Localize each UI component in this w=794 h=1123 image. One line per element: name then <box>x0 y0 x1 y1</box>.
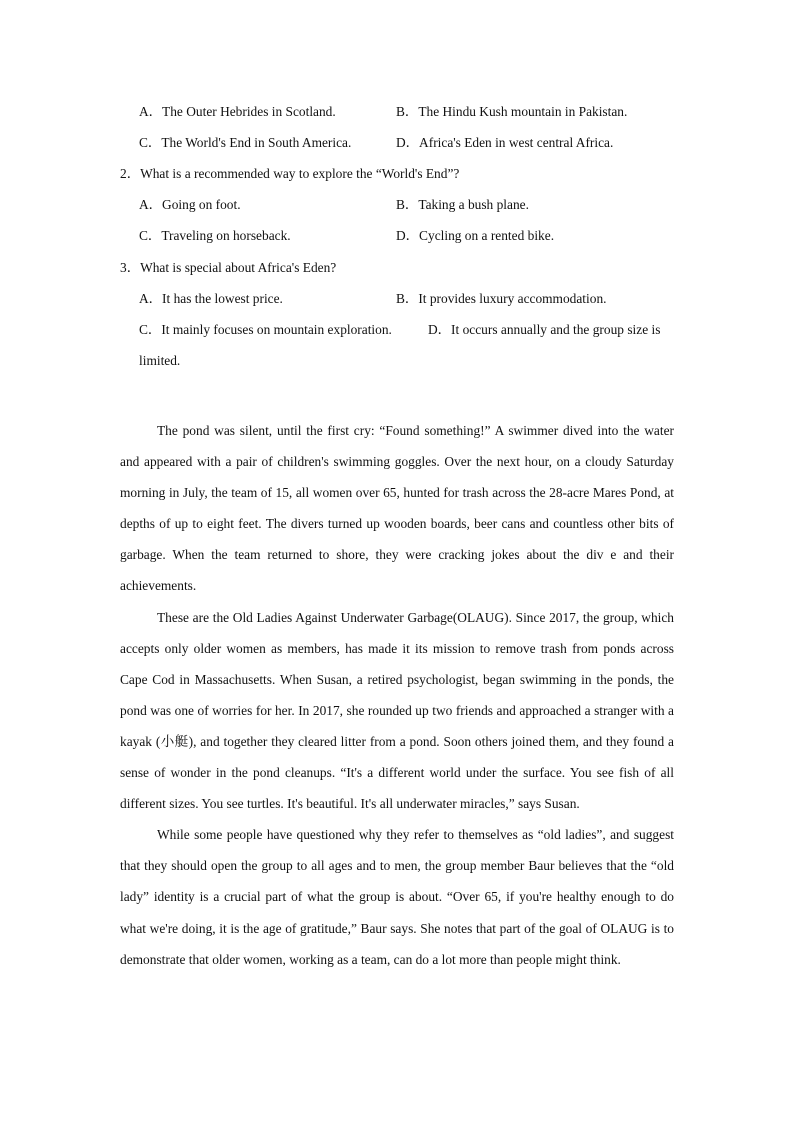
q3-stem: 3．What is special about Africa's Eden? <box>120 260 337 275</box>
q1-option-c: C．The World's End in South America. <box>139 135 352 150</box>
passage-paragraph-2: These are the Old Ladies Against Underwater Garbage(OLAUG). Since 2017, the group, which accepts only older women as members, has made it its mission to remove trash from ponds across Cape Cod in Massachusetts. When Susan, a retired psychologist, began swimming in the ponds, the pond was one of worries for her. In 2017, she rounded up two friends and approached a stranger with a kayak (小艇), and together they cleared litter from a pond. Soon others joined them, and they found a sense of wonder in the pond cleanups. “It's a different world under the surface. You see fish of all different sizes. You see turtles. It's beautiful. It's all underwater miracles,” says Susan. <box>120 609 674 812</box>
q2-option-c: C．Traveling on horseback. <box>139 228 291 243</box>
q2-stem: 2．What is a recommended way to explore the “World's End”? <box>120 166 460 181</box>
q3-option-b: B．It provides luxury accommodation. <box>396 291 607 306</box>
passage-paragraph-1: The pond was silent, until the first cry: “Found something!” A swimmer dived into the water and appeared with a pair of children's swimming goggles. Over the next hour, on a cloudy Saturday morning in July, the team of 15, all women over 65, hunted for trash across the 28-acre Mares Pond, at depths of up to eight feet. The divers turned up wooden boards, beer cans and countless other bits of garbage. When the team returned to shore, they were cracking jokes about the div e and their achievements. <box>120 423 674 594</box>
q3-option-a: A．It has the lowest price. <box>139 291 283 306</box>
q2-option-a: A．Going on foot. <box>139 197 241 212</box>
reading-passage <box>120 415 674 975</box>
q1-option-d: D．Africa's Eden in west central Africa. <box>396 135 614 150</box>
q1-option-b: B．The Hindu Kush mountain in Pakistan. <box>396 104 628 119</box>
q1-option-a: A．The Outer Hebrides in Scotland. <box>139 104 336 119</box>
q2-option-b: B．Taking a bush plane. <box>396 197 529 212</box>
q3-option-d-continued: limited. <box>139 353 181 368</box>
q2-option-d: D．Cycling on a rented bike. <box>396 228 555 243</box>
q3-option-d: D．It occurs annually and the group size is <box>428 322 661 337</box>
q3-option-c: C．It mainly focuses on mountain exploration. <box>139 322 392 337</box>
passage-paragraph-3: While some people have questioned why they refer to themselves as “old ladies”, and suggest that they should open the group to all ages and to men, the group member Baur believes that the “old lady” identity is a crucial part of what the group is about. “Over 65, if you're healthy enough to do what we're doing, it is the age of gratitude,” Baur says. She notes that part of the goal of OLAUG is to demonstrate that older women, working as a team, can do a lot more than people might think. <box>120 827 674 967</box>
